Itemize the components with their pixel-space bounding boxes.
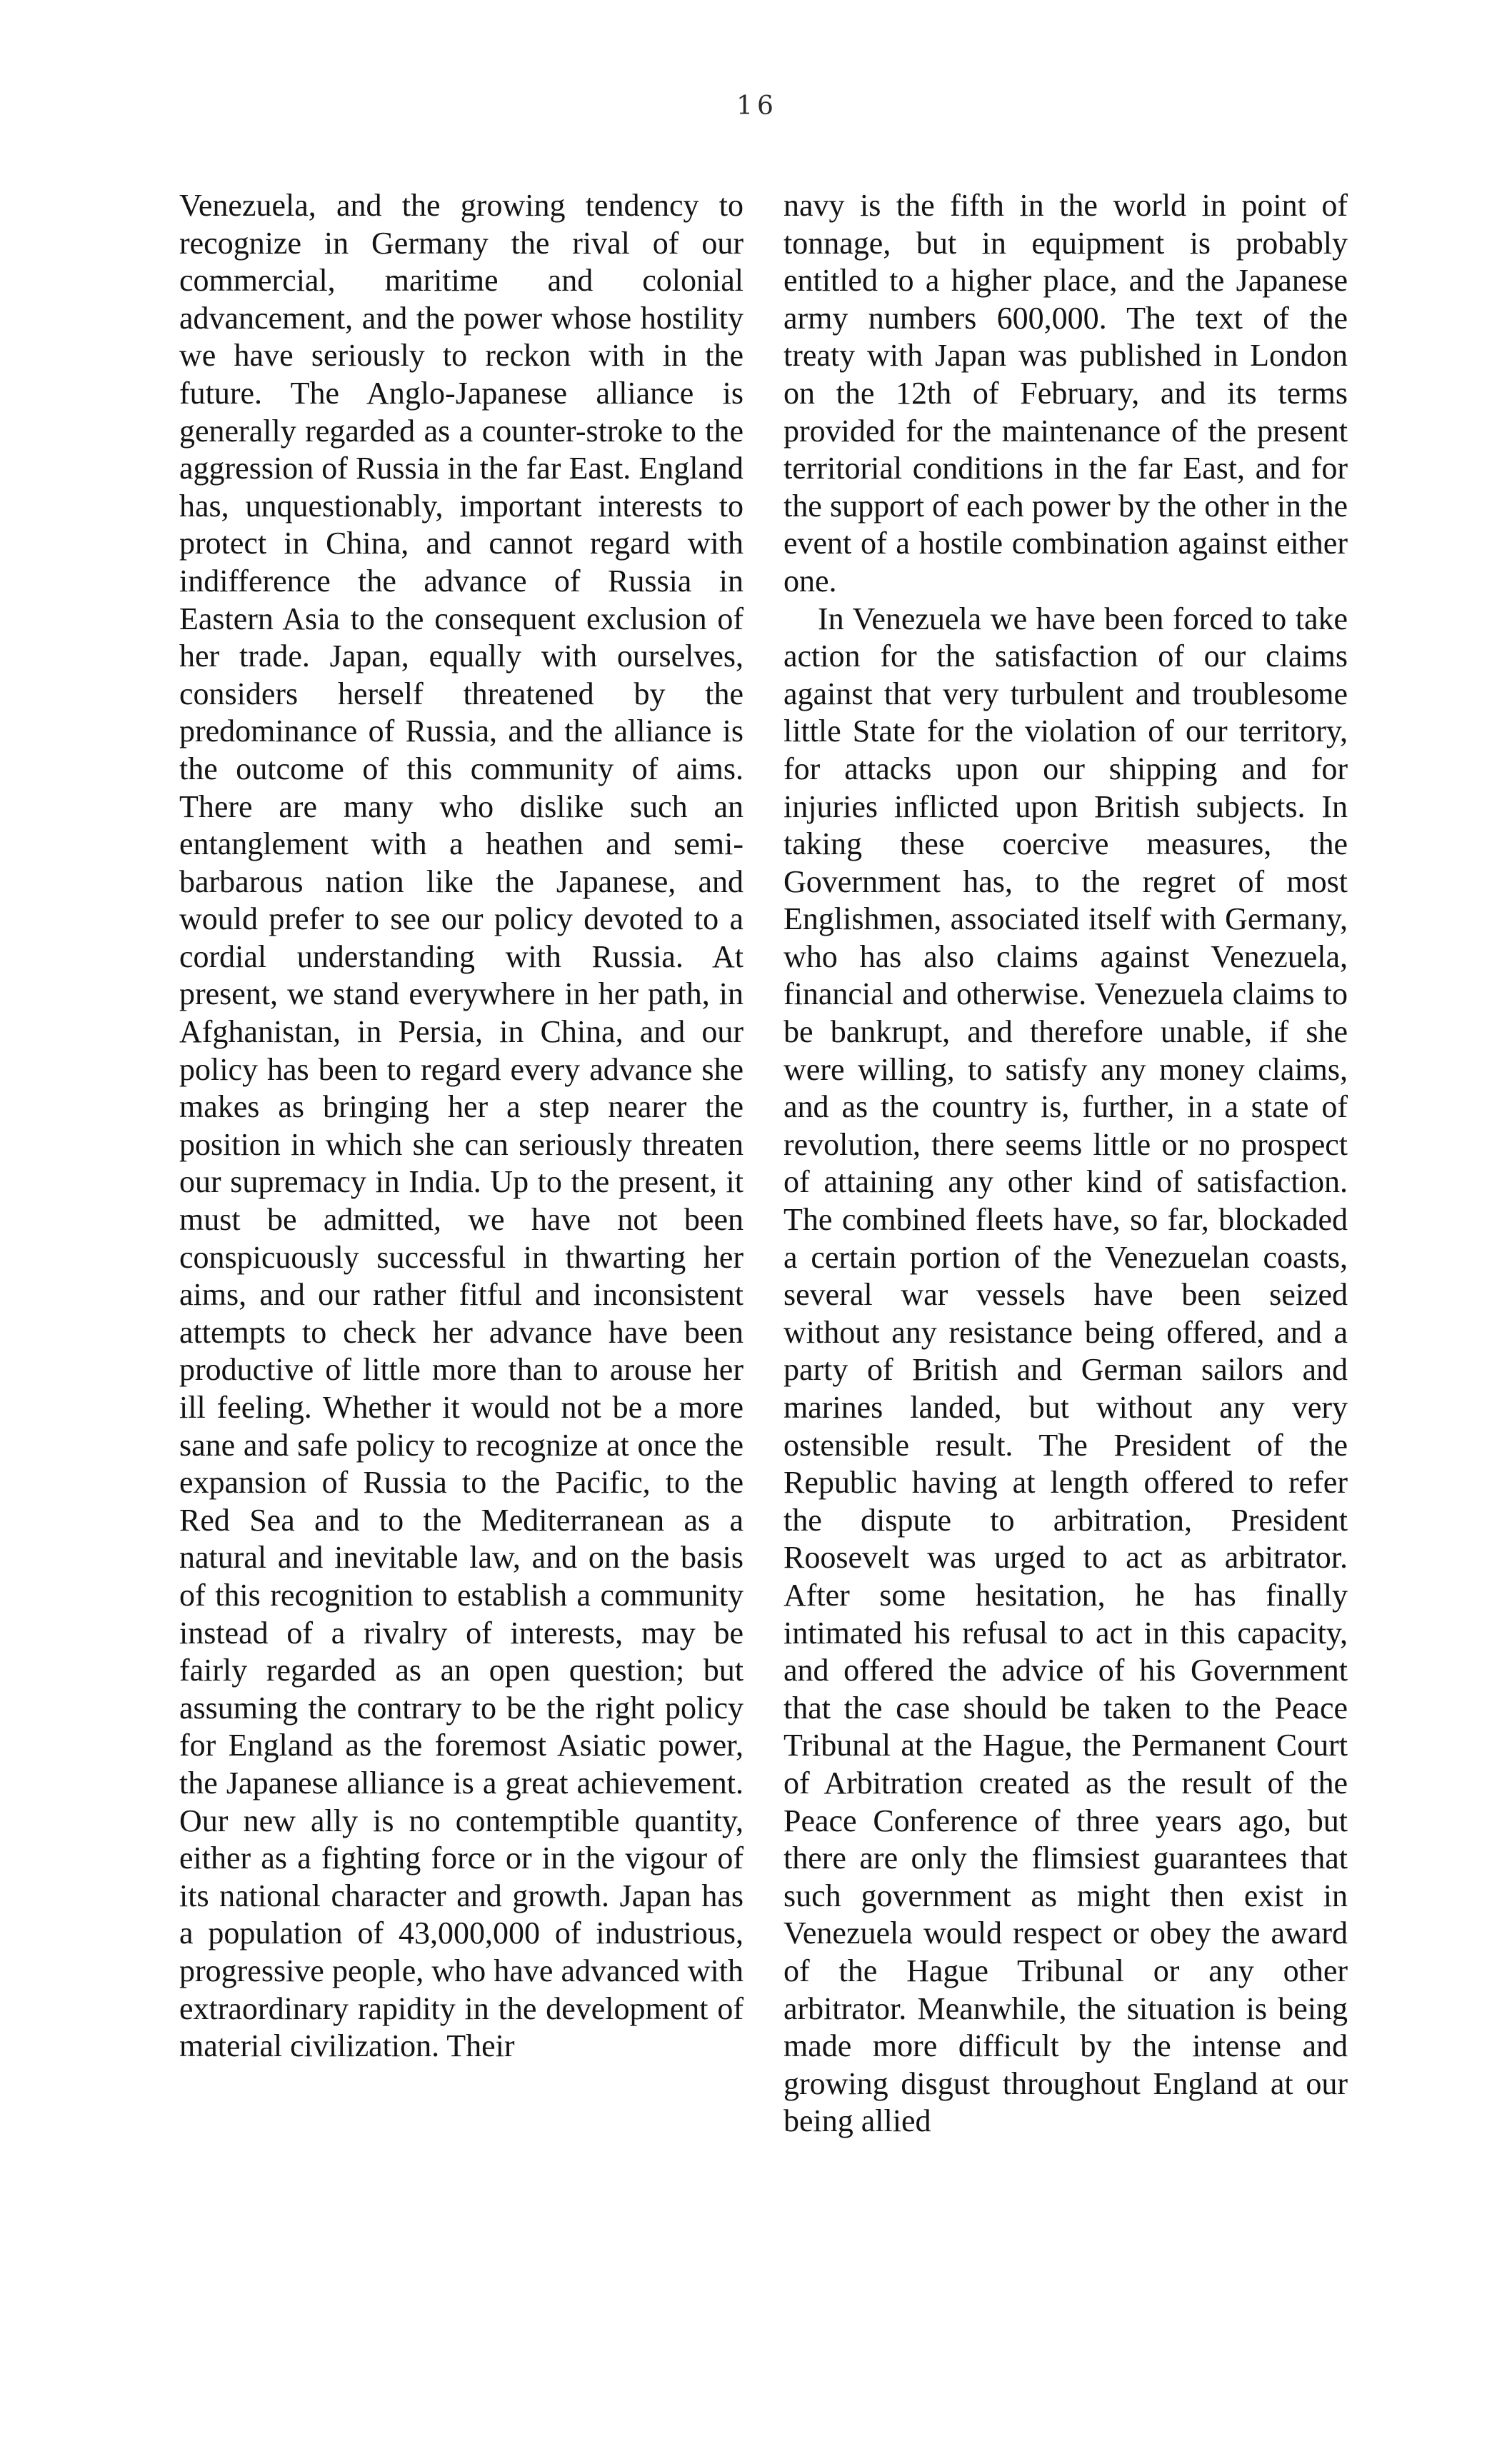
right-column-paragraph-2: In Venezuela we have been forced to take action for the satisfaction of our claims against that very turbulent and troublesome little State for the violation of our territory, for attacks upon our shipping and for injuries inflicted upon British subjects. In taking these coercive measures, the Government has, to the regret of most Englishmen, associated itself with Germany, who has also claims against Venezuela, financial and otherwise. Venezuela claims to be bankrupt, and therefore unable, if she were willing, to satisfy any money claims, and as the country is, further, in a state of revolution, there seems little or no prospect of attaining any other kind of satisfaction. The combined fleets have, so far, blockaded a certain portion of the Venezuelan coasts, several war vessels have been seized without any resistance being offered, and a party of British and German sailors and marines landed, but without any very ostensible result. The President of the Republic having at length offered to refer the dispute to arbitration, President Roosevelt was urged to act as arbitrator. After some hesitation, he has finally intimated his refusal to act in this capacity, and offered the advice of his Government that the case should be taken to the Peace Tribunal at the Hague, the Permanent Court of Arbitration created as the result of the Peace Conference of three years ago, but there are only the flimsiest guarantees that such government as might then exist in Venezuela would respect or obey the award of the Hague Tribunal or any other arbitrator. Meanwhile, the situation is being made more difficult by the intense and growing disgust throughout England at our being allied xyxy=(783,601,1348,2139)
left-column xyxy=(179,187,744,2065)
right-column-paragraph-1: navy is the fifth in the world in point of tonnage, but in equipment is probably entitled to a higher place, and the Japanese army numbers 600,000. The text of the treaty with Japan was published in London on the 12th of February, and its terms provided for the maintenance of the present territorial conditions in the far East, and for the support of each power by the other in the event of a hostile combination against either one. xyxy=(783,188,1348,599)
right-column xyxy=(783,187,1348,2140)
left-column-paragraph-1: Venezuela, and the growing tendency to recognize in Germany the rival of our commercial, maritime and colonial advancement, and the power whose hostility we have seriously to reckon with in the future. The Anglo-Japanese alliance is generally regarded as a counter-stroke to the aggression of Russia in the far East. England has, unquestionably, important interests to protect in China, and cannot regard with indifference the advance of Russia in Eastern Asia to the consequent exclusion of her trade. Japan, equally with ourselves, considers herself threatened by the predominance of Russia, and the alliance is the outcome of this community of aims. There are many who dislike such an entanglement with a heathen and semi-barbarous nation like the Japanese, and would prefer to see our policy devoted to a cordial understanding with Russia. At present, we stand everywhere in her path, in Afghanistan, in Persia, in China, and our policy has been to regard every advance she makes as bringing her a step nearer the position in which she can seriously threaten our supremacy in India. Up to the present, it must be admitted, we have not been conspicuously successful in thwarting her aims, and our rather fitful and inconsistent attempts to check her advance have been productive of little more than to arouse her ill feeling. Whether it would not be a more sane and safe policy to recognize at once the expansion of Russia to the Pacific, to the Red Sea and to the Mediterranean as a natural and inevitable law, and on the basis of this recognition to establish a community instead of a rivalry of interests, may be fairly regarded as an open question; but assuming the contrary to be the right policy for England as the foremost Asiatic power, the Japanese alliance is a great achievement. Our new ally is no contemptible quantity, either as a fighting force or in the vigour of its national character and growth. Japan has a population of 43,000,000 of industrious, progressive people, who have advanced with extraordinary rapidity in the development of material civilization. Their xyxy=(179,188,744,2064)
page-number: 16 xyxy=(736,91,778,121)
